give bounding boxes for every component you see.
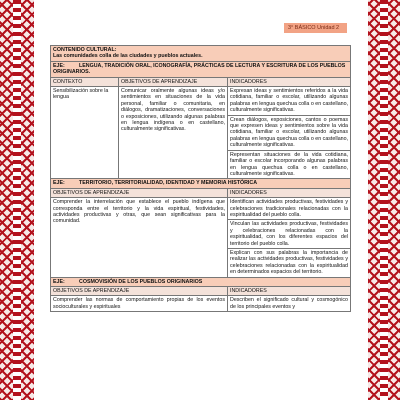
col-objetivos-header: OBJETIVOS DE APRENDIZAJE [51, 188, 228, 197]
objetivo-cell: Comprender la interrelación que establece el pueblo indígena que corresponda entre el territorio y la vida espiritual, festividades, actividades productivas y otras, que sean significativas para la comunidad. [51, 198, 228, 277]
eje1-title: LENGUA, TRADICIÓN ORAL, ICONOGRAFÍA, PRÁCTICAS DE LECTURA Y ESCRITURA DE LOS PUEBLOS ORIGINARIOS. [53, 62, 346, 76]
indicador-cell: Representan situaciones de la vida cotidiana, familiar o escolar incorporando algunas palabras en lengua quechua colla o en castellano, culturalmente significativas. [228, 150, 351, 179]
indicador-cell: Identifican actividades productivas, festividades y celebraciones tradicionales relacionadas con la espiritualidad del pueblo colla. [228, 198, 351, 220]
eje2-content-row-1 [51, 198, 351, 220]
eje3-label: EJE: [53, 278, 65, 285]
contexto-cell: Sensibilización sobre la lengua [51, 87, 119, 179]
col-indicadores-header: INDICADORES [228, 287, 351, 296]
eje1-label: EJE: [53, 62, 65, 69]
col-objetivos-header: OBJETIVOS DE APRENDIZAJE [119, 77, 228, 86]
objetivo-cell: Comunicar oralmente algunas ideas y/o sentimientos en situaciones de la vida personal, familiar o comunitaria, en diálogos, dramatizaciones, conversaciones o exposiciones, utilizando algunas palabras en lengua indígena o en castellano, culturalmente significativas. [119, 87, 228, 179]
col-indicadores-header: INDICADORES [228, 188, 351, 197]
indicador-cell: Crean diálogos, exposiciones, cantos o poemas que expresen ideas y sentimientos sobre la vida cotidiana, familiar o escolar, utilizando algunas palabras en lengua quechua colla o en castellano, culturalmente significativas. [228, 115, 351, 150]
eje2-column-headers [51, 188, 351, 197]
contenido-cultural-cell [51, 46, 351, 62]
left-decorative-border [0, 0, 34, 400]
col-objetivos-header: OBJETIVOS DE APRENDIZAJE [51, 287, 228, 296]
eje1-column-headers [51, 77, 351, 86]
eje3-title: COSMOVISIÓN DE LOS PUEBLOS ORIGINARIOS [79, 278, 203, 285]
eje1-content-row-1 [51, 87, 351, 116]
eje3-row [51, 277, 351, 286]
eje2-label: EJE: [53, 180, 65, 187]
grade-unit-tag: 3° BÁSICO Unidad 2 [284, 23, 347, 33]
eje1-heading [51, 61, 351, 77]
eje2-row [51, 179, 351, 188]
contenido-cultural-row [51, 46, 351, 62]
objetivo-cell: Comprender las normas de comportamiento propias de los eventos socioculturales y espirituales [51, 296, 228, 312]
eje1-row [51, 61, 351, 77]
eje3-heading [51, 277, 351, 286]
eje2-title: TERRITORIO, TERRITORIALIDAD, IDENTIDAD Y MEMORIA HISTÓRICA [79, 180, 258, 187]
eje3-content-row-1 [51, 296, 351, 312]
indicador-cell: Expresan ideas y sentimientos referidos a la vida cotidiana, familiar o escolar, utilizando algunas palabras en lengua quechua colla o en castellano, culturalmente significativas. [228, 87, 351, 116]
col-indicadores-header: INDICADORES [228, 77, 351, 86]
indicador-cell: Vinculan las actividades productivas, festividades y celebraciones relacionadas con la espiritualidad, con los diferentes espacios del territorio del pueblo colla. [228, 220, 351, 249]
contenido-cultural-text: Las comunidades colla de las ciudades y pueblos actuales. [53, 53, 203, 60]
col-contexto-header: CONTEXTO [51, 77, 119, 86]
contenido-cultural-label: CONTENIDO CULTURAL: [53, 47, 117, 53]
indicador-cell: Describen el significado cultural y cosmogónico de los principales eventos y [228, 296, 351, 312]
eje2-heading [51, 179, 351, 188]
right-decorative-border [368, 0, 400, 400]
indicador-cell: Explican con sus palabras la importancia de realizar las actividades productivas, festividades y celebraciones relacionadas con la espiritualidad en determinados espacios del territorio. [228, 248, 351, 277]
eje3-column-headers [51, 287, 351, 296]
curriculum-table [50, 45, 351, 312]
curriculum-document [50, 45, 350, 312]
